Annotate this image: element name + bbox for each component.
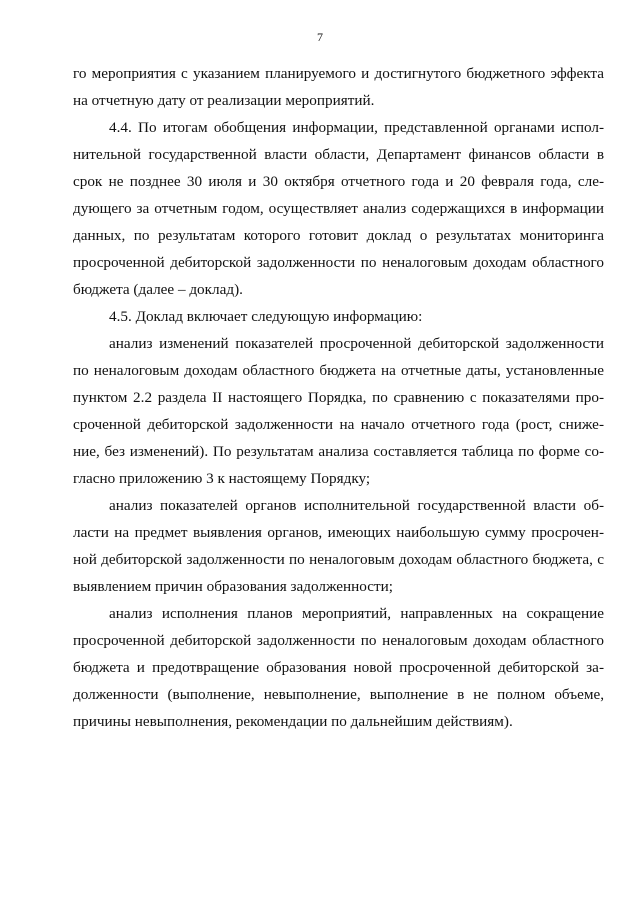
page-number: 7 <box>317 30 323 44</box>
document-body <box>73 60 604 735</box>
paragraph-analysis-changes: анализ изменений показателей просроченной дебиторской задолженности по неналоговым доходам областного бюджета на отчетные даты, установленные пунктом 2.2 раздела II настоящего Порядка, по сравнению с показателями просроченной дебиторской задолженности на начало отчетного года (рост, снижение, без изменений). По результатам анализа составляется таблица по форме согласно приложению 3 к настоящему Порядку; <box>73 335 604 487</box>
paragraph-4-5: 4.5. Доклад включает следующую информацию: <box>109 308 423 325</box>
paragraph-continuation: го мероприятия с указанием планируемого и достигнутого бюджетного эффекта на отчетную дату от реализации мероприятий. <box>73 65 604 109</box>
paragraph-4-4: 4.4. По итогам обобщения информации, представленной органами исполнительной государственной власти области, Департамент финансов области в срок не позднее 30 июля и 30 октября отчетного года и 20 февраля года, следующего за отчетным годом, осуществляет анализ содержащихся в информации данных, по результатам которого готовит доклад о результатах мониторинга просроченной дебиторской задолженности по неналоговым доходам областного бюджета (далее – доклад). <box>73 119 604 298</box>
paragraph-analysis-authorities: анализ показателей органов исполнительной государственной власти области на предмет выявления органов, имеющих наибольшую сумму просроченной дебиторской задолженности по неналоговым доходам областного бюджета, с выявлением причин образования задолженности; <box>73 497 604 595</box>
paragraph-analysis-plans: анализ исполнения планов мероприятий, направленных на сокращение просроченной дебиторской задолженности по неналоговым доходам областного бюджета и предотвращение образования новой просроченной дебиторской задолженности (выполнение, невыполнение, выполнение в не полном объеме, причины невыполнения, рекомендации по дальнейшим действиям). <box>73 605 604 730</box>
